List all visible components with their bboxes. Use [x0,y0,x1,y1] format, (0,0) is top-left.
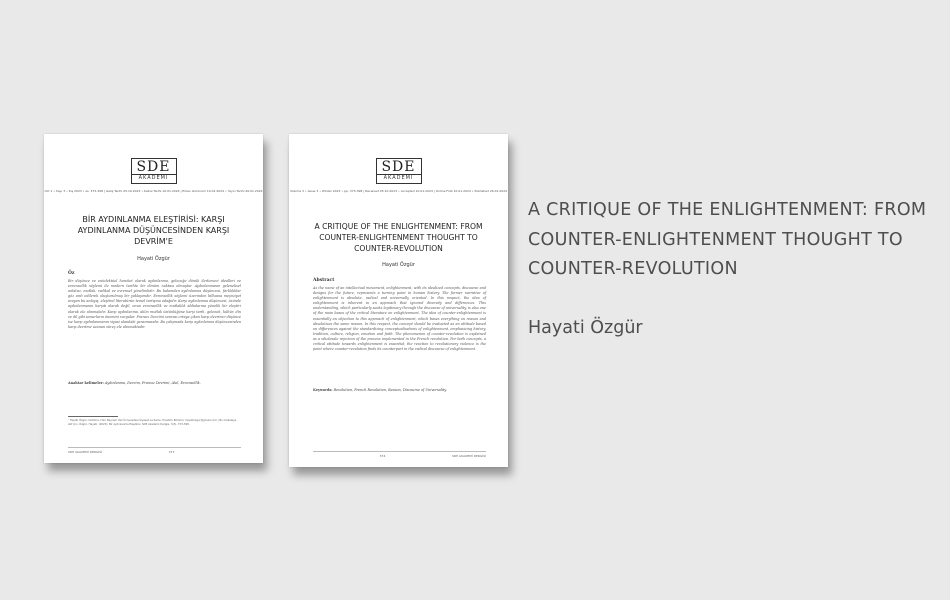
journal-logo [131,158,177,184]
keywords-list: Aydınlanma, Devrim, Fransız Devrimi, Akıl, Evrensellik. [104,381,201,385]
page-footer [68,447,241,454]
abstract-heading: Abstract [313,278,335,283]
article-title: BİR AYDINLANMA ELEŞTİRİSİ: KARŞI AYDINLANMA DÜŞÜNCESİNDEN KARŞI DEVRİM'E [77,215,230,246]
author-name: Hayati Özgür [528,318,643,338]
footnote-divider [68,416,118,417]
keywords-label: Anahtar kelimeler: [68,381,104,385]
footer-journal: SDE AKADEMİ DERGİSİ [68,450,103,454]
logo-wordmark: SDE [381,159,416,175]
article-author: Hayati Özgür [382,262,415,268]
article-meta: Cilt 1 • Sayı 3 • Kış 2023 • ss. 373-398 | Geliş Tarihi 05.10.2023 • Kabul Tarihi 10.01.2024 | Erken Görünüm 10.01.2024 • Yayın Tarihi 26.01.2024 [44,189,263,193]
footer-journal: SDE AKADEMİ DERGİSİ [451,454,486,458]
article-meta: Volume 3 • Issue 3 • Winter 2023 • pp. 373-398 | Received 05.10.2023 • Accepted 10.01.2024 | Online First 10.01.2024 • Published 26.01.2024 [289,189,508,193]
logo-subtitle: AKADEMİ [132,174,176,181]
page-number: 373 [168,450,175,454]
page-footer [313,451,486,458]
footnote: ¹ Hayati Özgür, Doktora, Hacı Bayram Veli Üniversitesi Siyaset ve Kamu Yönetimi Bölümü, hayatiozgur@gmail.com | Bu makaleye atıf için: Özgür, Hayati. (2023). Bir Aydınlanma Eleştirisi. SDE Akademi Dergisi, 3(3), 373-398. [68,419,237,426]
keywords [313,388,486,393]
abstract-heading: Öz [68,271,75,276]
logo-subtitle: AKADEMİ [377,174,421,181]
abstract-text: Bir düşünce ve entelektüel hareket olarak aydınlanma, geleceğe dönük ilerlemeci idealleri ve evrensellik söylemi ile modern tarihte bir dönüm noktası olmuştur. Aydınlanmanın geleneksel anlatısı, mutlak, radikal ve evrensel yönelimlidir. Bu bakımdan aydınlanma düşüncesi, farklılıklar göz ardı edilerek oluşturulmuş bir yaklaşımdır. Evrensellik söylemi üzerinden bilhassa meşruiyet arayan bu anlayış, eleştirel literatürün temel tartışma odağıdır. Karşı aydınlanma düşüncesi, özünde aydınlanmanın karşıtı olarak değil, onun evrensellik ve mutlaklık iddialarına yönelik bir eleştiri olarak ele alınmalıdır. Karşı aydınlanma, aklın mutlak üstünlüğüne karşı tarih, gelenek, kültür, din ve dil gibi unsurların önemini vurgular. Fransız Devrimi sonrası ortaya çıkan karşı devrimci düşünce ise karşı aydınlanmanın siyasi alandaki yansımasıdır. Bu çalışmada karşı aydınlanma düşüncesinden karşı devrime uzanan süreç ele alınmaktadır. [68,279,241,329]
journal-logo [376,158,422,184]
page-number: 374 [379,454,386,458]
logo-wordmark: SDE [136,159,171,175]
article-page-turkish [44,134,263,463]
article-author: Hayati Özgür [137,256,170,262]
article-heading: A CRITIQUE OF THE ENLIGHTENMENT: FROM COUNTER-ENLIGHTENMENT THOUGHT TO COUNTER-REVOLUTION [528,200,927,279]
article-page-english [289,134,508,467]
article-title: A CRITIQUE OF THE ENLIGHTENMENT: FROM COUNTER-ENLIGHTENMENT THOUGHT TO COUNTER-REVOLUTION [314,222,483,253]
keywords-list: Revolution, French Revolution, Reason, Discourse of Universality. [333,388,447,392]
keywords-label: Keywords: [313,388,333,392]
abstract-text: As the name of an intellectual movement, enlightenment, with its idealized concepts, discourse and designs for the future, represents a turning point in human history. The former narrative of enlightenment is absolute, radical and universally oriented. In this respect, the idea of enlightenment is inherent in an approach that ignored diversity and differences. This understanding, which particularly seeks legitimacy through the discourse of universality, is also one of the main bases of the critical literature on enlightenment. The idea of counter-enlightenment is essentially an objection to this approach of enlightenment, which bases everything on reason and absolutizes the same reason. In this respect, the concept should be evaluated as an attitude based on differences against the standardizing conceptualizations of enlightenment, emphasizing history, tradition, culture, religion, emotion and faith. The phenomenon of counter-revolution is explained as a wholesale rejection of the process implemented in the French revolution. For both concepts, a critical attitude towards enlightenment is essential; the reaction to revolutionary violence is the point where counter-revolution finds its counterpart in the radical discourse of enlightenment. [313,286,486,352]
keywords [68,381,241,386]
